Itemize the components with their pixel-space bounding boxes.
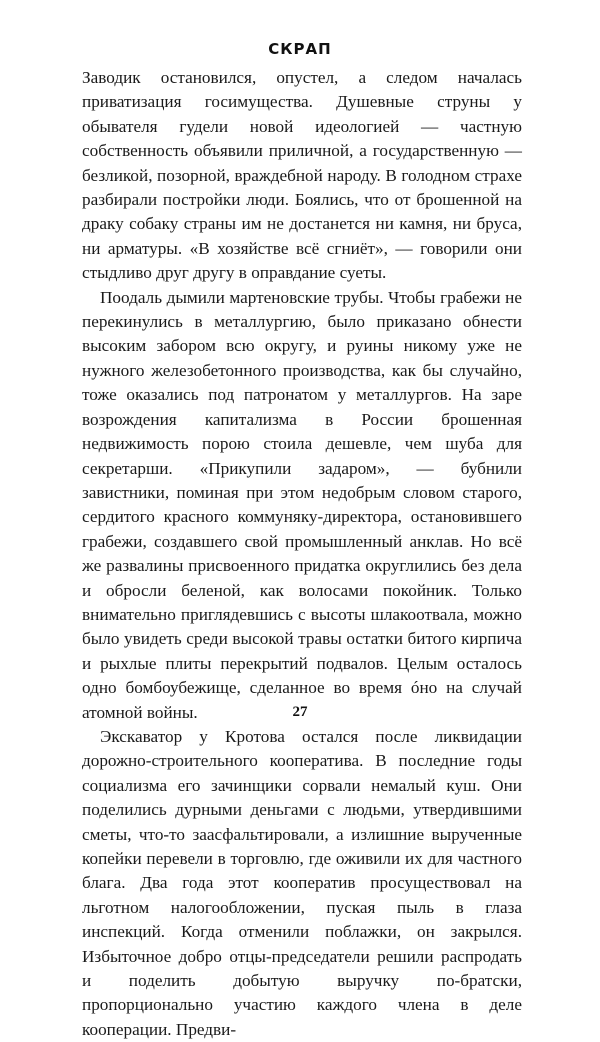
paragraph-1: Заводик остановился, опустел, а следом началась приватизация госимущества. Душевные струны у обывателя гудели новой идеологией — частную собственность объявили приличной, а государственную — безликой, позорной, враждебной народу. В голодном страхе разбирали постройки люди. Боялись, что от брошенной на драку собаку страны им не достанется ни камня, ни бруса, ни арматуры. «В хозяйстве всё сгниёт», — говорили они стыдливо друг другу в оправдание суеты.: [82, 68, 522, 283]
paragraph-3: Экскаватор у Кротова остался после ликвидации дорожно-строительного кооператива. В последние годы социализма его зачинщики сорвали немалый куш. Они поделились дурными деньгами с людьми, утвердившими сметы, что-то заасфальтировали, а излишние вырученные копейки перевели в торговлю, где оживили их для частного блага. Два года этот кооператив просуществовал на льготном налогообложении, пуская пыль в глаза инспекций. Когда отменили поблажки, он закрылся. Избыточное добро отцы-председатели решили распродать и поделить добытую выручку по-братски, пропорционально участию каждого члена в деле кооперации. Предви-: [82, 726, 522, 1039]
page-number: 27: [292, 704, 308, 720]
running-head-title: СКРАП: [268, 40, 332, 58]
paragraph-2: Поодаль дымили мартеновские трубы. Чтобы грабежи не перекинулись в металлургию, было приказано обнести высоким забором всю округу, и руины никому уже не нужного железобетонного производства, как бы случайно, тоже оказались под патронатом у металлургов. На заре возрождения капитализма в России брошенная недвижимость порою стоила дешевле, чем шуба для секретарши. «Прикупили задаром», — бубнили завистники, поминая при этом недобрым словом старого, сердитого красного коммуняку-директора, остановившего грабежи, создавшего свой промышленный анклав. Но всё же развалины присвоенного придатка округлились без дела и обросли беленой, как волосами покойник. Только внимательно приглядевшись с высоты шлакоотвала, можно было увидеть среди высокой травы остатки битого кирпича и рыхлые плиты перекрытий подвалов. Целым осталось одно бомбоубежище, сделанное во время óно на случай атомной войны.: [82, 287, 522, 722]
body-text: [82, 66, 522, 1042]
